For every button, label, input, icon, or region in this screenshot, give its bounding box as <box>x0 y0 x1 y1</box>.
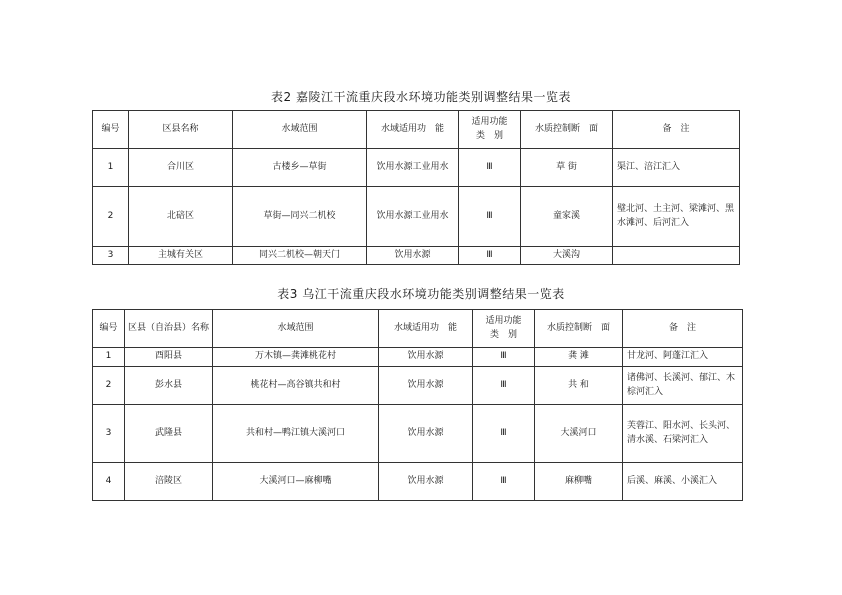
cell-category: Ⅲ <box>459 149 521 187</box>
header-section: 水质控制断 面 <box>521 111 613 149</box>
cell-section: 大溪河口 <box>535 405 623 463</box>
cell-note: 渠江、涪江汇入 <box>613 149 740 187</box>
cell-use: 饮用水源工业用水 <box>367 149 459 187</box>
table3-caption: 表3 乌江干流重庆段水环境功能类别调整结果一览表 <box>277 287 565 301</box>
cell-use: 饮用水源 <box>379 405 473 463</box>
cell-note: 璧北河、土主河、梁滩河、黑水滩河、后河汇入 <box>613 187 740 247</box>
table3-header-row <box>93 310 743 348</box>
cell-county: 合川区 <box>129 149 233 187</box>
cell-county: 涪陵区 <box>125 463 213 501</box>
cell-use: 饮用水源 <box>367 247 459 265</box>
cell-range: 桃花村—高谷镇共和村 <box>213 367 379 405</box>
cell-range: 草街—同兴二机校 <box>233 187 367 247</box>
table-row <box>93 149 740 187</box>
cell-no: 2 <box>93 367 125 405</box>
header-category: 适用功能 类 别 <box>473 310 535 348</box>
header-category: 适用功能 类 别 <box>459 111 521 149</box>
header-no: 编号 <box>93 310 125 348</box>
cell-note: 甘龙河、阿蓬江汇入 <box>623 348 743 367</box>
cell-range: 万木镇—龚滩桃花村 <box>213 348 379 367</box>
cell-county: 彭水县 <box>125 367 213 405</box>
table3 <box>92 309 743 501</box>
cell-county: 武隆县 <box>125 405 213 463</box>
table2-caption: 表2 嘉陵江干流重庆段水环境功能类别调整结果一览表 <box>271 90 571 104</box>
table-row <box>93 247 740 265</box>
cell-category: Ⅲ <box>473 463 535 501</box>
cell-note: 芙蓉江、阳水河、长头河、清水溪、石梁河汇入 <box>623 405 743 463</box>
cell-note: 诸佛河、长溪河、郁江、木棕河汇入 <box>623 367 743 405</box>
cell-county: 主城有关区 <box>129 247 233 265</box>
header-use: 水域适用功 能 <box>379 310 473 348</box>
cell-category: Ⅲ <box>473 348 535 367</box>
header-no: 编号 <box>93 111 129 149</box>
cell-category: Ⅲ <box>459 247 521 265</box>
table2-header-row <box>93 111 740 149</box>
cell-category: Ⅲ <box>473 367 535 405</box>
table2 <box>92 110 740 265</box>
cell-no: 1 <box>93 149 129 187</box>
cell-note <box>613 247 740 265</box>
cell-county: 酉阳县 <box>125 348 213 367</box>
header-county: 区县（自治县）名称 <box>125 310 213 348</box>
header-county: 区县名称 <box>129 111 233 149</box>
cell-range: 大溪河口—麻柳嘴 <box>213 463 379 501</box>
cell-category: Ⅲ <box>473 405 535 463</box>
cell-range: 古楼乡—草街 <box>233 149 367 187</box>
cell-use: 饮用水源 <box>379 348 473 367</box>
cell-note: 后溪、麻溪、小溪汇入 <box>623 463 743 501</box>
table-row <box>93 187 740 247</box>
cell-section: 大溪沟 <box>521 247 613 265</box>
cell-use: 饮用水源工业用水 <box>367 187 459 247</box>
cell-section: 草 街 <box>521 149 613 187</box>
cell-section: 共 和 <box>535 367 623 405</box>
cell-use: 饮用水源 <box>379 367 473 405</box>
cell-section: 龚 滩 <box>535 348 623 367</box>
cell-no: 4 <box>93 463 125 501</box>
header-range: 水域范围 <box>233 111 367 149</box>
header-note: 备 注 <box>623 310 743 348</box>
table-row <box>93 367 743 405</box>
cell-category: Ⅲ <box>459 187 521 247</box>
table-row <box>93 348 743 367</box>
header-section: 水质控制断 面 <box>535 310 623 348</box>
cell-no: 3 <box>93 405 125 463</box>
cell-section: 童家溪 <box>521 187 613 247</box>
cell-county: 北碚区 <box>129 187 233 247</box>
cell-no: 3 <box>93 247 129 265</box>
cell-use: 饮用水源 <box>379 463 473 501</box>
header-range: 水域范围 <box>213 310 379 348</box>
cell-no: 1 <box>93 348 125 367</box>
cell-no: 2 <box>93 187 129 247</box>
cell-section: 麻柳嘴 <box>535 463 623 501</box>
table-row <box>93 463 743 501</box>
cell-range: 共和村—鸭江镇大溪河口 <box>213 405 379 463</box>
header-use: 水域适用功 能 <box>367 111 459 149</box>
table-row <box>93 405 743 463</box>
header-note: 备 注 <box>613 111 740 149</box>
cell-range: 同兴二机校—朝天门 <box>233 247 367 265</box>
